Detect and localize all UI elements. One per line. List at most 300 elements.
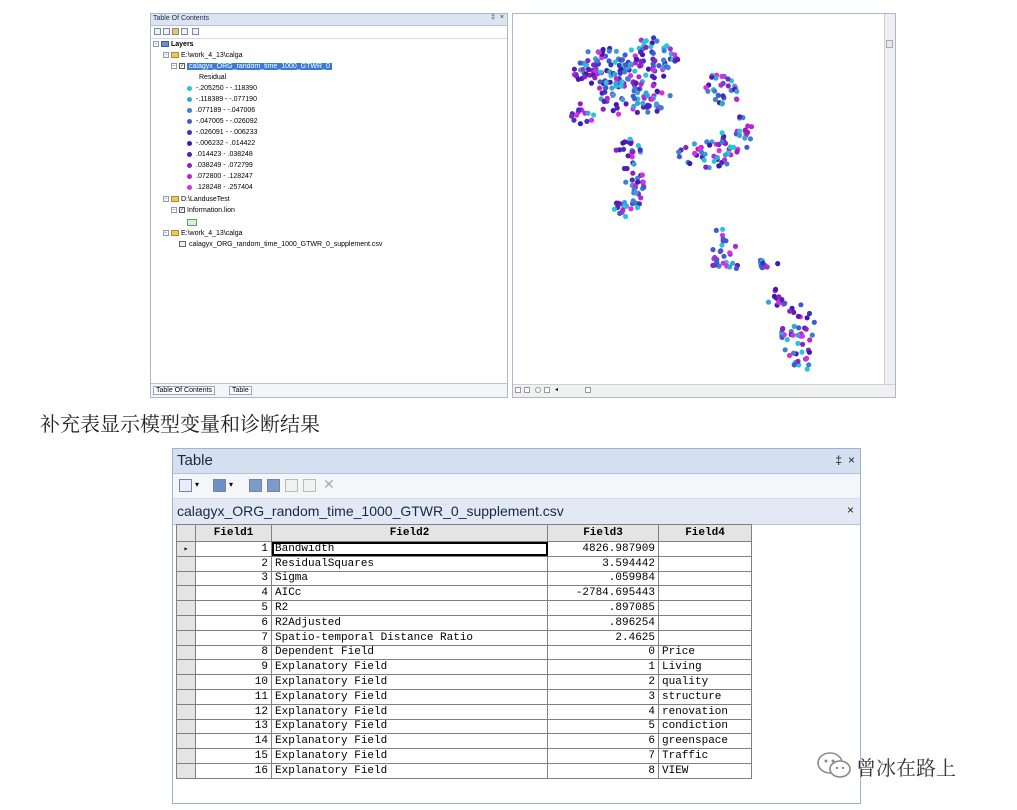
map-point [643, 45, 648, 50]
row-selector[interactable] [177, 586, 196, 601]
map-point [576, 77, 581, 82]
map-point [787, 353, 792, 358]
wechat-icon [816, 750, 852, 780]
map-point [601, 107, 606, 112]
map-point [721, 261, 726, 266]
map-point [812, 320, 817, 325]
table-cell-f3[interactable]: 4 [548, 704, 659, 719]
map-point [675, 57, 680, 62]
pin-icon[interactable]: ‡ [835, 453, 842, 467]
table-cell-f4[interactable] [659, 630, 752, 645]
row-selector[interactable] [177, 660, 196, 675]
table-cell-f4[interactable]: VIEW [659, 763, 752, 778]
selected-layer-label[interactable]: calagyx_ORG_random_time_1000_GTWR_0 [189, 63, 330, 70]
clear-selection-icon[interactable] [285, 479, 298, 492]
table-cell-f3[interactable]: 7 [548, 749, 659, 764]
legend-item[interactable] [187, 161, 253, 171]
group2-node[interactable] [163, 195, 230, 205]
map-point [798, 302, 803, 307]
table-cell-f4[interactable]: renovation [659, 704, 752, 719]
map-point [629, 150, 634, 155]
map-point [658, 105, 663, 110]
map-point [723, 152, 728, 157]
table-cell-f2[interactable]: Explanatory Field [272, 689, 548, 704]
legend-symbol-icon [187, 185, 192, 190]
row-selector[interactable] [177, 675, 196, 690]
table-cell-f2[interactable]: Bandwidth [272, 542, 548, 557]
map-point [585, 111, 590, 116]
folder-icon [171, 230, 179, 236]
map-point [792, 324, 797, 329]
table-cell-f3[interactable]: .896254 [548, 615, 659, 630]
map-point [623, 62, 628, 67]
map-point [643, 73, 648, 78]
table-tab-title[interactable]: calagyx_ORG_random_time_1000_GTWR_0_supplement.csv [177, 503, 564, 519]
map-point [586, 67, 591, 72]
map-point [586, 49, 591, 54]
map-point [804, 327, 809, 332]
table-cell-f2[interactable]: AICc [272, 586, 548, 601]
table-cell-f4[interactable]: Living [659, 660, 752, 675]
map-point [641, 180, 646, 185]
legend-label: .072800 - .128247 [196, 173, 253, 180]
map-point [712, 89, 717, 94]
close-icon[interactable]: × [847, 453, 855, 467]
table-cell-f4[interactable]: greenspace [659, 734, 752, 749]
map-point [623, 52, 628, 57]
map-point [661, 58, 666, 63]
collapse-icon[interactable]: − [164, 52, 168, 59]
map-point [631, 162, 636, 167]
table-cell-f2[interactable]: R2 [272, 601, 548, 616]
map-point [709, 75, 714, 80]
row-selector[interactable] [177, 734, 196, 749]
map-point [744, 145, 749, 150]
map-point [598, 70, 603, 75]
folder-icon [171, 52, 179, 58]
map-point [765, 264, 770, 269]
delete-selected-icon[interactable]: ✕ [323, 476, 335, 492]
table-row[interactable] [177, 630, 752, 645]
table-cell-f4[interactable]: quality [659, 675, 752, 690]
select-by-attributes-icon[interactable] [249, 479, 262, 492]
map-point [721, 237, 726, 242]
checkbox-checked-icon[interactable]: ✓ [180, 63, 185, 70]
map-point [635, 101, 640, 106]
table-cell-f3[interactable]: 4826.987909 [548, 542, 659, 557]
map-point [734, 266, 739, 271]
selected-layer-node[interactable] [171, 62, 332, 72]
table-cell-f1[interactable]: 16 [196, 763, 272, 778]
map-point [604, 80, 609, 85]
map-point [720, 139, 725, 144]
table-cell-f2[interactable]: Explanatory Field [272, 675, 548, 690]
map-point [634, 57, 639, 62]
map-point [773, 287, 778, 292]
table-cell-f2[interactable]: R2Adjusted [272, 615, 548, 630]
list-by-drawing-order-icon[interactable] [154, 28, 161, 35]
legend-label: -.047005 - -.026092 [196, 118, 258, 125]
map-point [804, 356, 809, 361]
map-point [655, 89, 660, 94]
map-point [628, 206, 633, 211]
layer-tree [151, 39, 507, 383]
polygon-swatch-icon [187, 219, 197, 226]
close-icon[interactable]: × [499, 14, 504, 21]
map-point [622, 69, 627, 74]
map-point [720, 93, 725, 98]
map-point [603, 85, 608, 90]
table-row[interactable] [177, 763, 752, 778]
row-selector[interactable] [177, 645, 196, 660]
legend-item[interactable] [187, 183, 253, 193]
options-icon[interactable] [192, 28, 199, 35]
list-by-source-icon[interactable] [163, 28, 170, 35]
table-cell-f1[interactable]: 2 [196, 556, 272, 571]
legend-item[interactable] [187, 95, 257, 105]
table-row[interactable] [177, 660, 752, 675]
map-point [718, 249, 723, 254]
table-cell-f4[interactable] [659, 615, 752, 630]
table-cell-f3[interactable]: 2 [548, 675, 659, 690]
map-point [629, 47, 634, 52]
dropdown-arrow-icon[interactable]: ▾ [195, 480, 200, 489]
table-cell-f1[interactable]: 9 [196, 660, 272, 675]
map-point [578, 101, 583, 106]
table-cell-f2[interactable]: Explanatory Field [272, 763, 548, 778]
table-cell-f2[interactable]: Spatio-temporal Distance Ratio [272, 630, 548, 645]
table-cell-f1[interactable]: 4 [196, 586, 272, 601]
legend-item[interactable] [187, 150, 253, 160]
map-point [724, 161, 729, 166]
table-titlebar [173, 449, 860, 474]
table-window [172, 448, 861, 804]
group3-node[interactable] [163, 229, 242, 239]
map-view[interactable] [512, 13, 896, 398]
legend-item[interactable] [187, 117, 258, 127]
table-cell-f1[interactable]: 6 [196, 615, 272, 630]
map-point [628, 61, 633, 66]
map-point [611, 92, 616, 97]
table-row[interactable] [177, 749, 752, 764]
collapse-icon[interactable]: − [172, 63, 176, 70]
table-cell-f4[interactable]: Traffic [659, 749, 752, 764]
row-selector-header[interactable] [177, 525, 196, 542]
map-point [652, 58, 657, 63]
map-point [646, 67, 651, 72]
dropdown-arrow-icon[interactable]: ▾ [229, 480, 234, 489]
map-point [742, 136, 747, 141]
collapse-icon[interactable]: − [154, 41, 158, 48]
table-cell-f1[interactable]: 8 [196, 645, 272, 660]
legend-label: .038249 - .072799 [196, 162, 253, 169]
legend-symbol-icon [187, 130, 192, 135]
map-point [624, 166, 629, 171]
map-point [676, 149, 681, 154]
table-row[interactable] [177, 571, 752, 586]
map-point [641, 185, 646, 190]
map-point [783, 347, 788, 352]
table-row[interactable] [177, 719, 752, 734]
legend-symbol-icon [187, 174, 192, 179]
caption: 补充表显示模型变量和诊断结果 [40, 412, 320, 436]
map-point [645, 93, 650, 98]
map-point [591, 62, 596, 67]
map-point [721, 254, 726, 259]
map-point [733, 244, 738, 249]
map-point [805, 315, 810, 320]
data-view-icon[interactable] [515, 387, 521, 393]
map-point [615, 105, 620, 110]
map-point [624, 101, 629, 106]
map-point [719, 243, 724, 248]
map-point [585, 58, 590, 63]
table-cell-f3[interactable]: .897085 [548, 601, 659, 616]
map-point [707, 143, 712, 148]
table-row[interactable] [177, 615, 752, 630]
map-point [710, 247, 715, 252]
table-cell-f2[interactable]: ResidualSquares [272, 556, 548, 571]
map-point [743, 128, 748, 133]
table-cell-f1[interactable]: 7 [196, 630, 272, 645]
row-selector[interactable] [177, 763, 196, 778]
table-cell-f4[interactable] [659, 556, 752, 571]
layers-node[interactable] [153, 40, 194, 50]
table-cell-f3[interactable]: 0 [548, 645, 659, 660]
table-cell-f3[interactable]: 3.594442 [548, 556, 659, 571]
switch-selection-icon[interactable] [267, 479, 280, 492]
map-point [787, 309, 792, 314]
map-point [651, 83, 656, 88]
collapse-icon[interactable]: − [172, 207, 176, 214]
table-cell-f3[interactable]: 1 [548, 660, 659, 675]
table-cell-f3[interactable]: 8 [548, 763, 659, 778]
table-header-row [177, 525, 752, 542]
legend-label: .128248 - .257404 [196, 184, 253, 191]
map-point [795, 359, 800, 364]
legend-label: -.205250 - -.118390 [196, 85, 257, 92]
map-point [734, 89, 739, 94]
map-point [644, 38, 649, 43]
map-point [800, 334, 805, 339]
table-cell-f2[interactable]: Explanatory Field [272, 719, 548, 734]
map-point [806, 362, 811, 367]
group3-table-node[interactable] [179, 240, 382, 250]
column-header-field1[interactable]: Field1 [196, 525, 272, 542]
map-point [719, 74, 724, 79]
table-cell-f3[interactable]: 2.4625 [548, 630, 659, 645]
legend-item[interactable] [187, 172, 253, 182]
map-point [664, 43, 669, 48]
table-cell-f3[interactable]: 6 [548, 734, 659, 749]
legend-symbol-icon [187, 163, 192, 168]
table-row[interactable] [177, 675, 752, 690]
group1-node[interactable] [163, 51, 242, 61]
map-point [692, 141, 697, 146]
table-cell-f1[interactable]: 1 [196, 542, 272, 557]
legend-item[interactable] [187, 139, 255, 149]
map-point [612, 207, 617, 212]
map-point [574, 113, 579, 118]
group2-layer-node[interactable] [171, 206, 235, 216]
table-cell-f3[interactable]: 5 [548, 719, 659, 734]
map-point [776, 294, 781, 299]
row-selector[interactable] [177, 630, 196, 645]
legend-symbol-icon [187, 108, 192, 113]
row-selector[interactable] [177, 749, 196, 764]
row-selector[interactable]: ▸ [177, 542, 196, 557]
map-point [654, 38, 659, 43]
pin-icon[interactable]: ‡ [491, 14, 495, 21]
table-row[interactable] [177, 734, 752, 749]
table-cell-f2[interactable]: Dependent Field [272, 645, 548, 660]
column-header-field4[interactable]: Field4 [659, 525, 752, 542]
map-point [668, 93, 673, 98]
scroll-left-icon[interactable]: ◂ [555, 387, 559, 393]
table-cell-f2[interactable]: Explanatory Field [272, 704, 548, 719]
map-point [716, 163, 721, 168]
list-by-visibility-icon[interactable] [172, 28, 179, 35]
map-point [631, 94, 636, 99]
table-cell-f3[interactable]: .059984 [548, 571, 659, 586]
legend-label: -.118389 - -.077190 [196, 96, 257, 103]
toc-title: Table Of Contents [153, 15, 210, 22]
table-cell-f3[interactable]: -2784.695443 [548, 586, 659, 601]
table-row[interactable] [177, 645, 752, 660]
vertical-scrollbar[interactable] [884, 14, 895, 385]
table-options-icon[interactable] [179, 479, 192, 492]
collapse-icon[interactable]: − [164, 196, 168, 203]
legend-symbol-icon [187, 152, 192, 157]
table-cell-f2[interactable]: Explanatory Field [272, 749, 548, 764]
map-point [654, 101, 659, 106]
map-point [628, 141, 633, 146]
map-point [795, 333, 800, 338]
table-tab[interactable] [173, 499, 860, 525]
map-point [672, 52, 677, 57]
map-point [620, 79, 625, 84]
map-point [760, 261, 765, 266]
table-cell-f1[interactable]: 3 [196, 571, 272, 586]
layout-view-icon[interactable] [524, 387, 530, 393]
table-cell-f1[interactable]: 5 [196, 601, 272, 616]
table-row[interactable] [177, 704, 752, 719]
row-selector[interactable] [177, 689, 196, 704]
zoom-to-selected-icon[interactable] [303, 479, 316, 492]
scroll-thumb-horizontal[interactable] [585, 387, 591, 393]
row-selector[interactable] [177, 601, 196, 616]
legend-item[interactable] [187, 128, 258, 138]
map-canvas[interactable] [513, 14, 885, 386]
refresh-icon[interactable] [535, 387, 541, 393]
map-point [635, 110, 640, 115]
tab-table[interactable]: Table [229, 386, 252, 395]
row-selector[interactable] [177, 571, 196, 586]
map-point [636, 74, 641, 79]
table-cell-f1[interactable]: 10 [196, 675, 272, 690]
list-by-selection-icon[interactable] [181, 28, 188, 35]
table-cell-f2[interactable]: Explanatory Field [272, 734, 548, 749]
row-selector[interactable] [177, 556, 196, 571]
table-cell-f4[interactable] [659, 542, 752, 557]
table-cell-f1[interactable]: 15 [196, 749, 272, 764]
map-point [666, 65, 671, 70]
table-cell-f2[interactable]: Explanatory Field [272, 660, 548, 675]
table-cell-f1[interactable]: 12 [196, 704, 272, 719]
table-row[interactable] [177, 556, 752, 571]
map-point [605, 96, 610, 101]
layers-icon [161, 41, 169, 47]
scroll-thumb[interactable] [886, 40, 893, 48]
map-point [623, 214, 628, 219]
group2-path: D:\LanduseTest [181, 196, 230, 203]
map-point [662, 48, 667, 53]
map-point [582, 74, 587, 79]
table-cell-f4[interactable] [659, 586, 752, 601]
table-cell-f4[interactable] [659, 571, 752, 586]
map-point [595, 58, 600, 63]
pause-icon[interactable] [544, 387, 550, 393]
folder-icon [171, 196, 179, 202]
related-tables-icon[interactable] [213, 479, 226, 492]
table-cell-f2[interactable]: Sigma [272, 571, 548, 586]
table-cell-f4[interactable] [659, 601, 752, 616]
layers-label: Layers [171, 41, 194, 48]
tab-close-icon[interactable]: × [846, 503, 854, 517]
map-point [775, 261, 780, 266]
map-point [569, 114, 574, 119]
table-toolbar [173, 474, 860, 499]
collapse-icon[interactable]: − [164, 230, 168, 237]
map-point [687, 161, 692, 166]
row-selector[interactable] [177, 615, 196, 630]
map-point [598, 79, 603, 84]
legend-symbol-icon [187, 97, 192, 102]
table-cell-f1[interactable]: 11 [196, 689, 272, 704]
tab-table-of-contents[interactable]: Table Of Contents [153, 386, 215, 395]
watermark-text: 曾冰在路上 [856, 756, 956, 780]
map-point [639, 82, 644, 87]
map-point [737, 114, 742, 119]
column-header-field3[interactable]: Field3 [548, 525, 659, 542]
map-point [656, 63, 661, 68]
legend-item[interactable] [187, 84, 257, 94]
row-selector[interactable] [177, 719, 196, 734]
map-point [630, 177, 635, 182]
table-row[interactable] [177, 586, 752, 601]
legend-item[interactable] [187, 106, 255, 116]
map-point [620, 97, 625, 102]
map-point [609, 85, 614, 90]
table-cell-f4[interactable]: condiction [659, 719, 752, 734]
map-point [807, 337, 812, 342]
table-row[interactable] [177, 689, 752, 704]
table-cell-f1[interactable]: 13 [196, 719, 272, 734]
map-point [692, 151, 697, 156]
table-cell-f4[interactable]: Price [659, 645, 752, 660]
table-cell-f1[interactable]: 14 [196, 734, 272, 749]
table-row[interactable] [177, 542, 752, 557]
table-cell-f4[interactable]: structure [659, 689, 752, 704]
row-selector[interactable] [177, 704, 196, 719]
checkbox-checked-icon[interactable]: ✓ [180, 207, 185, 214]
map-point [614, 76, 619, 81]
legend-label: -.006232 - .014422 [196, 140, 256, 147]
map-point [572, 67, 577, 72]
column-header-field2[interactable]: Field2 [272, 525, 548, 542]
table-row[interactable] [177, 601, 752, 616]
table-cell-f3[interactable]: 3 [548, 689, 659, 704]
